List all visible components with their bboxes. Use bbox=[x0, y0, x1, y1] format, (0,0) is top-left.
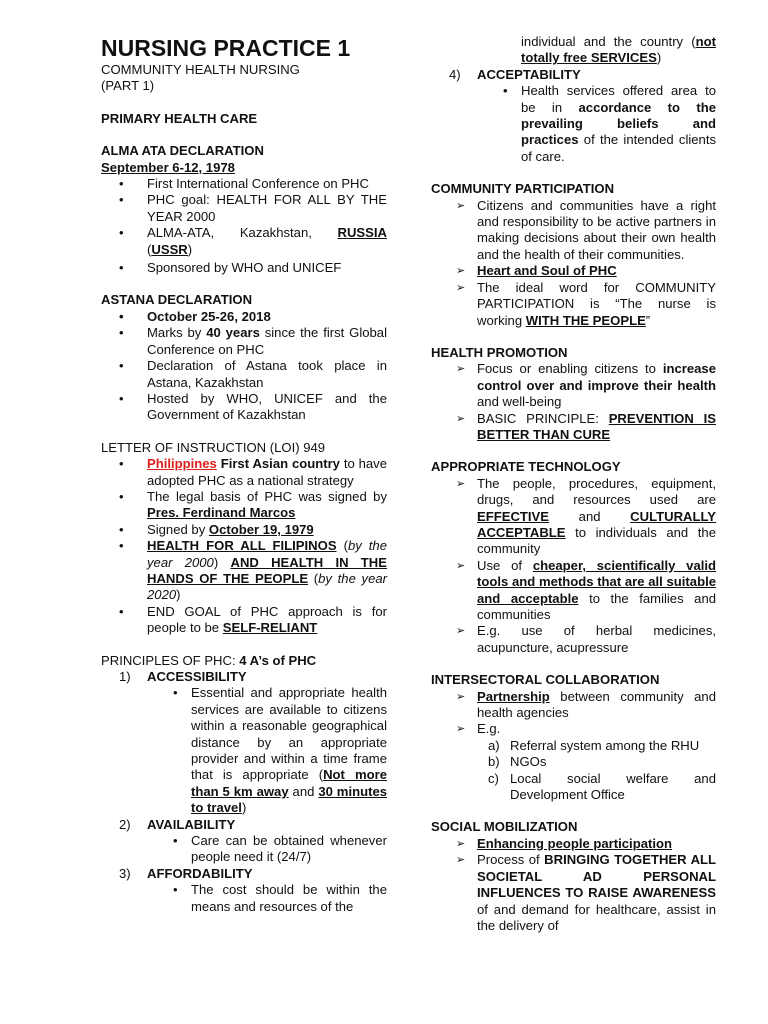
list-item: • Care can be obtained whenever people need it (24/7) bbox=[101, 833, 387, 866]
document-title: NURSING PRACTICE 1 bbox=[101, 35, 351, 61]
health-promotion-heading: HEALTH PROMOTION bbox=[431, 344, 568, 360]
loi-heading: LETTER OF INSTRUCTION (LOI) 949 bbox=[101, 439, 326, 455]
list-item: a) Referral system among the RHU bbox=[488, 737, 700, 753]
list-item: ➢ E.g. bbox=[431, 721, 716, 737]
list-item: • Health services offered area to be in accordance to the prevailing beliefs and practices of the intended clients of care. bbox=[431, 83, 716, 165]
alma-ata-heading: ALMA ATA DECLARATION bbox=[101, 143, 264, 159]
document-part: (PART 1) bbox=[101, 78, 155, 94]
list-item: ➢ Focus or enabling citizens to increase control over and improve their health and well-being bbox=[431, 361, 716, 410]
list-item: • The cost should be within the means and resources of the bbox=[101, 882, 387, 915]
list-item: • PHC goal: HEALTH FOR ALL BY THE YEAR 2000 bbox=[101, 192, 387, 225]
list-item: ➢ The people, procedures, equipment, drugs, and resources used are EFFECTIVE and CULTURALLY ACCEPTABLE to individuals and the community bbox=[431, 476, 716, 558]
list-item: b) NGOs bbox=[488, 754, 547, 770]
list-item: ➢ BASIC PRINCIPLE: PREVENTION IS BETTER THAN CURE bbox=[431, 411, 716, 444]
list-item: ➢ The ideal word for COMMUNITY PARTICIPATION is “The nurse is working WITH THE PEOPLE” bbox=[431, 280, 716, 329]
list-item: • Philippines First Asian country to have adopted PHC as a national strategy bbox=[101, 456, 387, 489]
list-item: • The legal basis of PHC was signed by Pres. Ferdinand Marcos bbox=[101, 489, 387, 522]
document-subtitle: COMMUNITY HEALTH NURSING bbox=[101, 62, 300, 77]
list-item: • END GOAL of PHC approach is for people to be SELF-RELIANT bbox=[101, 604, 387, 637]
list-item: ➢ Partnership between community and health agencies bbox=[431, 689, 716, 722]
list-item: • Hosted by WHO, UNICEF and the Government of Kazakhstan bbox=[101, 391, 387, 424]
list-item: ➢ Citizens and communities have a right and responsibility to be active partners in making decisions about their own health and the health of their communities. bbox=[431, 198, 716, 264]
list-item-continued: (USSR) bbox=[147, 241, 193, 257]
alma-ata-date: September 6-12, 1978 bbox=[101, 159, 235, 175]
list-item: • Declaration of Astana took place in Astana, Kazakhstan bbox=[101, 358, 387, 391]
astana-heading: ASTANA DECLARATION bbox=[101, 292, 253, 308]
principles-heading: PRINCIPLES OF PHC: 4 A’s of PHC bbox=[101, 652, 317, 668]
appropriate-technology-heading: APPROPRIATE TECHNOLOGY bbox=[431, 459, 621, 475]
list-item: 3) AFFORDABILITY bbox=[119, 865, 253, 881]
list-item: ➢ Heart and Soul of PHC bbox=[431, 263, 716, 279]
list-item: ➢ E.g. use of herbal medicines, acupuncture, acupressure bbox=[431, 623, 716, 656]
list-item: c) Local social welfare and Development Office bbox=[488, 770, 716, 803]
right-column bbox=[431, 34, 716, 934]
list-item: • Sponsored by WHO and UNICEF bbox=[101, 260, 387, 276]
list-item: 4) ACCEPTABILITY bbox=[449, 66, 581, 82]
list-item: 2) AVAILABILITY bbox=[119, 816, 236, 832]
list-item: ➢ Enhancing people participation bbox=[431, 836, 716, 852]
list-item: 1) ACCESSIBILITY bbox=[119, 669, 247, 684]
list-item: • ALMA-ATA, Kazakhstan, RUSSIA bbox=[101, 225, 387, 241]
list-item: ➢ Use of cheaper, scientifically valid tools and methods that are all suitable and acceptable to the families and communities bbox=[431, 558, 716, 624]
left-column bbox=[101, 34, 387, 915]
phc-heading: PRIMARY HEALTH CARE bbox=[101, 110, 258, 126]
list-item: • Marks by 40 years since the first Global Conference on PHC bbox=[101, 325, 387, 358]
list-item: • HEALTH FOR ALL FILIPINOS (by the year 2000) AND HEALTH IN THE HANDS OF THE PEOPLE (by the year 2020) bbox=[101, 538, 387, 604]
list-item: • First International Conference on PHC bbox=[101, 176, 387, 192]
list-item: ➢ Process of BRINGING TOGETHER ALL SOCIETAL AD PERSONAL INFLUENCES TO RAISE AWARENESS of and demand for healthcare, assist in the delivery of bbox=[431, 852, 716, 934]
intersectoral-collaboration-heading: INTERSECTORAL COLLABORATION bbox=[431, 672, 660, 688]
list-item-continued: individual and the country (not totally free SERVICES) bbox=[521, 34, 716, 66]
list-item: • Signed by October 19, 1979 bbox=[101, 522, 387, 538]
list-item: • Essential and appropriate health services are available to citizens within a reasonable geographical distance by an appropriate provider and within a time frame that is appropriate (Not more than 5 km away and 30 minutes to travel) bbox=[101, 685, 387, 816]
list-item: • October 25-26, 2018 bbox=[101, 309, 387, 325]
social-mobilization-heading: SOCIAL MOBILIZATION bbox=[431, 819, 578, 835]
community-participation-heading: COMMUNITY PARTICIPATION bbox=[431, 181, 615, 197]
